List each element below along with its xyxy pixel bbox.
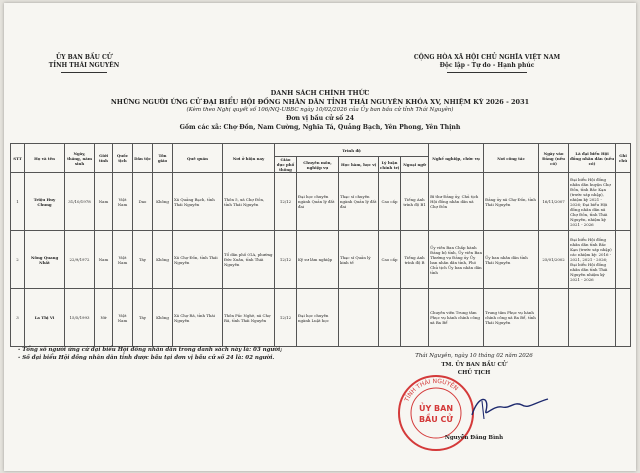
table-cell: Đại học chuyên ngành Quản lý đất đai xyxy=(297,173,339,231)
document-title: DANH SÁCH CHÍNH THỨC xyxy=(270,89,370,97)
col-header-occupation: Nghề nghiệp, chức vụ xyxy=(429,144,484,173)
table-cell: Việt Nam xyxy=(113,173,133,231)
motto-underline xyxy=(447,72,527,73)
table-cell: 31/10/1978 xyxy=(65,173,95,231)
table-cell: Cao cấp xyxy=(379,231,401,289)
col-header-notes: Ghi chú xyxy=(616,144,631,173)
table-cell: Tiếng Anh trình độ B1 xyxy=(401,173,429,231)
svg-text:TỈNH THÁI NGUYÊN: TỈNH THÁI NGUYÊN xyxy=(403,377,460,403)
table-cell: Thạc sĩ chuyên ngành Quản lý đất đai xyxy=(339,173,379,231)
table-cell xyxy=(616,289,631,347)
table-row xyxy=(11,173,631,231)
col-header-party-date: Ngày vào Đảng (nếu có) xyxy=(539,144,569,173)
issuer-line-1: ỦY BAN BẦU CỬ xyxy=(56,54,112,61)
document-page xyxy=(4,3,636,471)
col-header-dob: Ngày, tháng, năm sinh xyxy=(65,144,95,173)
table-cell: Tày xyxy=(133,231,153,289)
table-cell: Đại biểu Hội đồng nhân dân tỉnh Bắc Kạn (trước sáp nhập) các nhiệm kỳ: 2016 - 2021, 2021 - 2026; Đại biểu Hội đồng nhân dân tỉnh Thái Nguyên nhiệm kỳ 2021 - 2026 xyxy=(569,231,616,289)
table-cell xyxy=(616,173,631,231)
table-cell xyxy=(569,289,616,347)
col-header-ethnicity: Dân tộc xyxy=(133,144,153,173)
communes-list: Gồm các xã: Chợ Đồn, Nam Cường, Nghĩa Tá, Quảng Bạch, Yên Phong, Yên Thịnh xyxy=(179,124,461,131)
col-header-name: Họ và tên xyxy=(25,144,65,173)
table-cell xyxy=(379,289,401,347)
table-cell: Không xyxy=(153,289,173,347)
footer-note-total: - Tổng số người ứng cử đại biểu Hội đồng nhân dân trong danh sách này là: 03 người; xyxy=(18,347,283,353)
table-cell: Xã Quảng Bạch, tỉnh Thái Nguyên xyxy=(173,173,223,231)
table-cell: Đại biểu Hội đồng nhân dân huyện Chợ Đồn, tỉnh Bắc Kạn (trước sáp nhập), nhiệm kỳ 2021 - 2026; Đại biểu Hội đồng nhân dân xã Chợ Đồn, tỉnh Thái Nguyên, nhiệm kỳ 2021 - 2026 xyxy=(569,173,616,231)
table-cell: Tổ dân phố 01A, phường Đức Xuân, tỉnh Thái Nguyên xyxy=(223,231,275,289)
col-header-political-theory: Lý luận chính trị xyxy=(379,157,401,173)
table-row xyxy=(11,231,631,289)
table-cell xyxy=(339,289,379,347)
table-body xyxy=(11,173,631,347)
table-cell: 12/12 xyxy=(275,231,297,289)
col-header-education-group: Trình độ xyxy=(275,144,429,157)
document-reference: (Kèm theo Nghị quyết số 106/NQ-UBBC ngày 10/02/2026 của Ủy ban bầu cử tỉnh Thái Nguyên) xyxy=(186,107,454,113)
table-cell: 12/12 xyxy=(275,289,297,347)
table-cell: Nữ xyxy=(95,289,113,347)
document-subtitle: NHỮNG NGƯỜI ỨNG CỬ ĐẠI BIỂU HỘI ĐỒNG NHÂN DÂN TỈNH THÁI NGUYÊN KHÓA XV, NHIỆM KỲ 2026 - 2031 xyxy=(110,98,530,106)
issuer-line-2: TỈNH THÁI NGUYÊN xyxy=(48,62,120,69)
table-cell: La Thị Vi xyxy=(25,289,65,347)
national-title: CỘNG HÒA XÃ HỘI CHỦ NGHĨA VIỆT NAM xyxy=(413,54,561,61)
col-header-workplace: Nơi công tác xyxy=(484,144,539,173)
col-header-foreign-language: Ngoại ngữ xyxy=(401,157,429,173)
table-cell: Xã Chợ Đồn, tỉnh Thái Nguyên xyxy=(173,231,223,289)
table-row xyxy=(11,289,631,347)
signature-role: CHỦ TỊCH xyxy=(457,370,491,376)
table-cell xyxy=(616,231,631,289)
table-header-group-row xyxy=(11,144,631,157)
table-cell: Trung tâm Phục vụ hành chính công xã Ba Bể, tỉnh Thái Nguyên xyxy=(484,289,539,347)
table-cell xyxy=(539,289,569,347)
col-header-hometown: Quê quán xyxy=(173,144,223,173)
col-header-stt: STT xyxy=(11,144,25,173)
table-cell: 16/11/2007 xyxy=(539,173,569,231)
col-header-gender: Giới tính xyxy=(95,144,113,173)
signature-place-date: Thái Nguyên, ngày 10 tháng 02 năm 2026 xyxy=(415,353,533,359)
table-cell: Nông Quang Nhất xyxy=(25,231,65,289)
col-header-nationality: Quốc tịch xyxy=(113,144,133,173)
table-cell: Không xyxy=(153,173,173,231)
table-cell: Cao cấp xyxy=(379,173,401,231)
table-cell: Ủy viên Ban Chấp hành Đảng bộ tỉnh, Ủy viên Ban Thường vụ Đảng ủy Ủy ban nhân dân tỉnh, Phó Chủ tịch Ủy ban nhân dân tỉnh xyxy=(429,231,484,289)
col-header-academic-degree: Học hàm, học vị xyxy=(339,157,379,173)
table-cell: Thạc sĩ Quản lý kinh tế xyxy=(339,231,379,289)
col-header-residence: Nơi ở hiện nay xyxy=(223,144,275,173)
table-cell: Dao xyxy=(133,173,153,231)
table-cell xyxy=(401,289,429,347)
table-cell: Nam xyxy=(95,231,113,289)
table-cell: Việt Nam xyxy=(113,231,133,289)
table-cell: Việt Nam xyxy=(113,289,133,347)
table-cell: Tiếng Anh trình độ B xyxy=(401,231,429,289)
handwritten-signature xyxy=(464,387,554,427)
table-cell: 15/5/1993 xyxy=(65,289,95,347)
electoral-unit: Đơn vị bầu cử số 24 xyxy=(285,115,355,122)
col-header-council-delegate: Là đại biểu Hội đồng nhân dân (nếu có) xyxy=(569,144,616,173)
table-cell: Ủy ban nhân dân tỉnh Thái Nguyên xyxy=(484,231,539,289)
table-cell: 22/9/1972 xyxy=(65,231,95,289)
table-cell: Kỹ sư lâm nghiệp xyxy=(297,231,339,289)
candidates-table xyxy=(10,143,631,347)
table-cell: Đảng ủy xã Chợ Đồn, tỉnh Thái Nguyên xyxy=(484,173,539,231)
table-cell: 2 xyxy=(11,231,25,289)
col-header-specialty: Chuyên môn, nghiệp vụ xyxy=(297,157,339,173)
table-cell: Đại học chuyên ngành Luật học xyxy=(297,289,339,347)
issuer-underline xyxy=(61,72,107,73)
col-header-religion: Tôn giáo xyxy=(153,144,173,173)
svg-text:ỦY BAN: ỦY BAN xyxy=(418,404,454,413)
signature-org: TM. ỦY BAN BẦU CỬ xyxy=(441,362,507,368)
table-cell: 1 xyxy=(11,173,25,231)
table-cell: Triệu Huy Chung xyxy=(25,173,65,231)
signatory-name: Nguyễn Đăng Bình xyxy=(444,435,504,441)
footer-note-seats: - Số đại biểu Hội đồng nhân dân tỉnh được bầu tại đơn vị bầu cử số 24 là: 02 người. xyxy=(18,355,275,361)
table-cell: Nam xyxy=(95,173,113,231)
table-cell: Thôn Pắc Nghè, xã Chợ Rã, tỉnh Thái Nguyên xyxy=(223,289,275,347)
national-header xyxy=(372,54,602,73)
table-cell: 25/01/2002 xyxy=(539,231,569,289)
national-motto: Độc lập - Tự do - Hạnh phúc xyxy=(439,62,535,69)
table-cell: Chuyên viên Trung tâm Phục vụ hành chính công xã Ba Bể xyxy=(429,289,484,347)
table-cell: Thôn 5, xã Chợ Đồn, tỉnh Thái Nguyên xyxy=(223,173,275,231)
svg-text:BẦU CỬ: BẦU CỬ xyxy=(418,415,454,424)
col-header-general-education: Giáo dục phổ thông xyxy=(275,157,297,173)
table-cell: Tày xyxy=(133,289,153,347)
document-title-block xyxy=(4,89,636,132)
table-cell: Xã Chợ Rã, tỉnh Thái Nguyên xyxy=(173,289,223,347)
table-cell: 12/12 xyxy=(275,173,297,231)
issuer-header xyxy=(14,54,154,73)
table-cell: Không xyxy=(153,231,173,289)
table-cell: 3 xyxy=(11,289,25,347)
table-cell: Bí thư Đảng ủy, Chủ tịch Hội đồng nhân dân xã Chợ Đồn xyxy=(429,173,484,231)
